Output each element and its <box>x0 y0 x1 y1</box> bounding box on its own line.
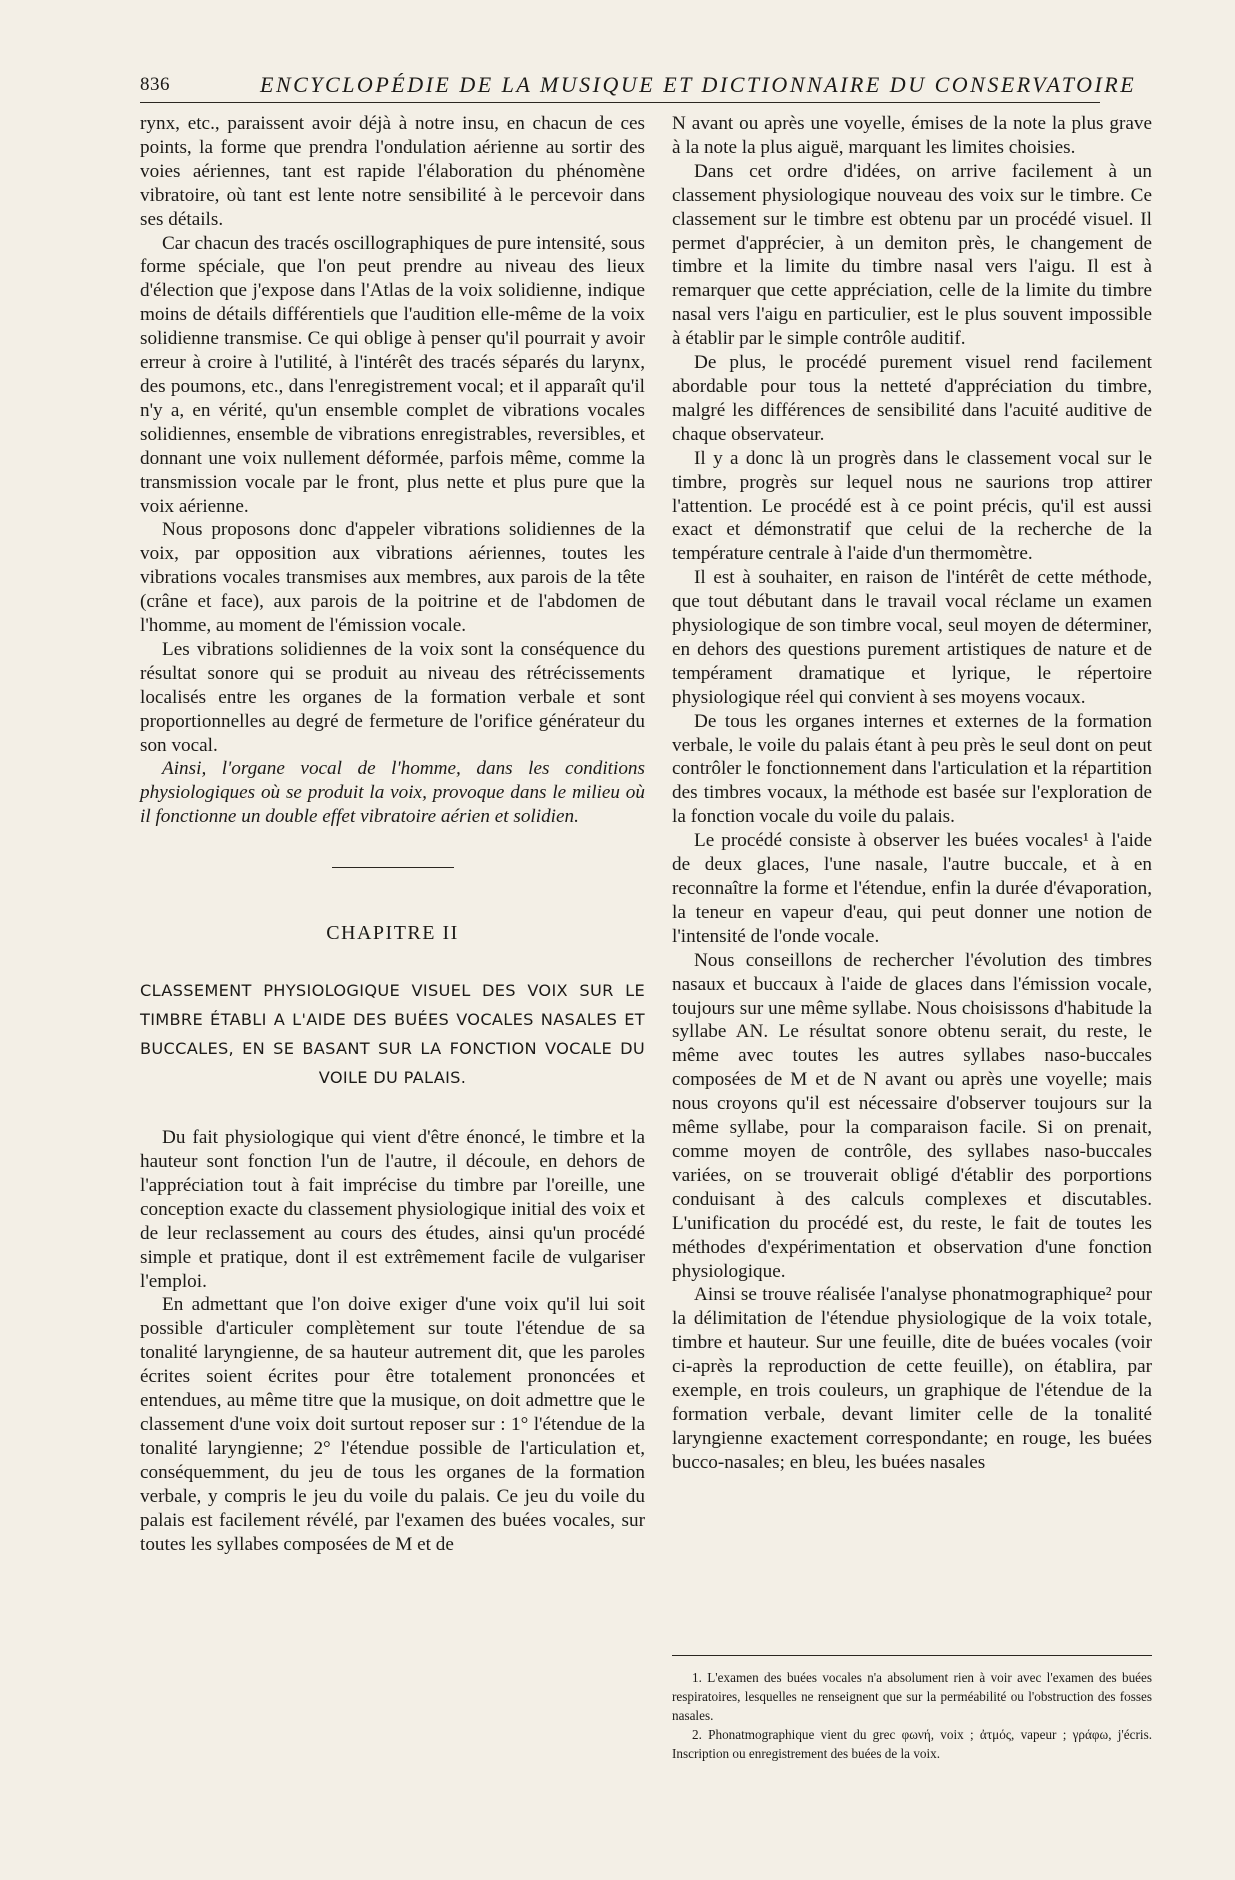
paragraph: Nous conseillons de rechercher l'évolution des timbres nasaux et buccaux à l'aide de glaces dans l'émission vocale, toujours sur une même syllabe. Nous choisissons d'habitude la syllabe AN. Le résultat sonore obtenu serait, du reste, le même avec toutes les autres syllabes naso-buccales composées de M et de N avant ou après une voyelle; mais nous croyons qu'il est nécessaire d'observer toujours sur la même syllabe, pour la comparaison facile. Si on prenait, comme moyen de contrôle, des syllabes naso-buccales variées, on se trouverait obligé d'établir des porportions conduisant à des calculs complexes et discutables. L'unification du procédé est, du reste, le fait de toutes les méthodes d'expérimentation et observation d'une fonction physiologique. <box>672 949 1152 1282</box>
paragraph: N avant ou après une voyelle, émises de la note la plus grave à la note la plus aiguë, marquant les limites choisies. <box>672 113 1152 158</box>
footnote: 2. Phonatmographique vient du grec φωνή, voix ; ἀτμός, vapeur ; γράφω, j'écris. Inscription ou enregistrement des buées de la voix. <box>672 1727 1152 1761</box>
paragraph: Car chacun des tracés oscillographiques de pure intensité, sous forme spéciale, que l'on peut prendre au niveau des lieux d'élection que j'expose dans l'Atlas de la voix solidienne, indique moins de détails différentiels que l'audition elle-même de la voix solidienne transmise. Ce qui oblige à penser qu'il pourrait y avoir erreur à croire à l'utilité, à l'intérêt des tracés séparés du larynx, des poumons, etc., dans l'enregistrement vocal; et il apparaît qu'il n'y a, en vérité, qu'un ensemble complet de vibrations vocales solidiennes, ensemble de vibrations enregistrables, reversibles, et donnant une voix nullement déformée, parfois même, comme la transmission vocale par le front, plus nette et plus pure que la voix aérienne. <box>140 232 645 517</box>
paragraph: Du fait physiologique qui vient d'être énoncé, le timbre et la hauteur sont fonction l'un de l'autre, il découle, en dehors de l'appréciation tout à fait imprécise du timbre par l'oreille, une conception exacte du classement physiologique initial des voix et de leur reclassement au cours des études, ainsi qu'un procédé simple et pratique, dont il est extrêmement facile de vulgariser l'emploi. <box>140 1127 645 1292</box>
paragraph: Les vibrations solidiennes de la voix sont la conséquence du résultat sonore qui se produit au niveau des rétrécissements localisés entre les organes de la formation verbale et sont proportionnelles au degré de fermeture de l'orifice générateur du son vocal. <box>140 638 645 756</box>
paragraph: Dans cet ordre d'idées, on arrive facilement à un classement physiologique nouveau des voix sur le timbre. Ce classement sur le timbre est obtenu par un procédé visuel. Il permet d'apprécier, à un demiton près, le changement de timbre et la limite du timbre nasal vers l'aigu. Il est à remarquer que cette appréciation, celle de la limite du timbre nasal vers l'aigu en particulier, est le plus souvent impossible à établir par le simple contrôle auditif. <box>672 160 1152 350</box>
paragraph: Il y a donc là un progrès dans le classement vocal sur le timbre, progrès sur lequel nous ne saurions trop attirer l'attention. Le procédé est à ce point précis, qu'il est aussi exact et démonstratif que celui de la recherche de la température centrale à l'aide d'un thermomètre. <box>672 447 1152 565</box>
paragraph: De tous les organes internes et externes de la formation verbale, le voile du palais étant à peu près le seul dont on peut contrôler le fonctionnement dans l'articulation et la répartition des timbres vocaux, la méthode est basée sur l'exploration de la fonction vocale du voile du palais. <box>672 710 1152 828</box>
chapter-title: CHAPITRE II <box>326 922 459 945</box>
footnote: 1. L'examen des buées vocales n'a absolument rien à voir avec l'examen des buées respiratoires, lesquelles ne renseignent que sur la perméabilité ou l'obstruction des fosses nasales. <box>672 1670 1152 1723</box>
paragraph: Le procédé consiste à observer les buées vocales¹ à l'aide de deux glaces, l'une nasale, l'autre buccale, et à en reconnaître la forme et l'étendue, enfin la durée d'évaporation, la teneur en vapeur d'eau, qui peut donner une notion de l'intensité de l'onde vocale. <box>672 830 1152 947</box>
footnotes <box>672 1655 1152 1763</box>
chapter-subtitle: CLASSEMENT PHYSIOLOGIQUE VISUEL DES VOIX SUR LE TIMBRE ÉTABLI A L'AIDE DES BUÉES VOCALES NASALES ET BUCCALES, EN SE BASANT SUR LA FONCTION VOCALE DU VOILE DU PALAIS. <box>140 981 645 1088</box>
paragraph: Il est à souhaiter, en raison de l'intérêt de cette méthode, que tout débutant dans le travail vocal réclame un examen physiologique de son timbre vocal, seul moyen de déterminer, en dehors des questions purement artistiques de nature et de tempérament dramatique et lyrique, le répertoire physiologique réel qui convient à ses moyens vocaux. <box>672 567 1152 708</box>
section-divider <box>332 867 454 868</box>
page-number: 836 <box>140 74 170 95</box>
left-column <box>140 112 645 1556</box>
paragraph: Ainsi se trouve réalisée l'analyse phonatmographique² pour la délimitation de l'étendue physiologique de la voix totale, timbre et hauteur. Sur une feuille, dite de buées vocales (voir ci-après la reproduction de cette feuille), on établira, par exemple, en trois couleurs, un graphique de l'étendue de la formation verbale, devant limiter celle de la tonalité laryngienne exactement correspondante; en rouge, les buées bucco-nasales; en bleu, les buées nasales <box>672 1284 1152 1473</box>
running-header <box>140 72 1137 103</box>
paragraph: Nous proposons donc d'appeler vibrations solidiennes de la voix, par opposition aux vibrations aériennes, toutes les vibrations vocales transmises aux membres, aux parois de la tête (crâne et face), aux parois de la poitrine et de l'abdomen de l'homme, au moment de l'émission vocale. <box>140 519 645 637</box>
paragraph: En admettant que l'on doive exiger d'une voix qu'il lui soit possible d'articuler complètement sur toute l'étendue de sa tonalité laryngienne, de sa hauteur autrement dit, que les paroles écrites soient écrites pour être totalement prononcées et entendues, au même titre que la musique, on doit admettre que le classement d'une voix doit surtout reposer sur : 1° l'étendue de la tonalité laryngienne; 2° l'étendue possible de l'articulation et, conséquemment, du jeu de tous les organes de la formation verbale, y compris le jeu du voile du palais. Ce jeu du voile du palais est facilement révélé, par l'examen des buées vocales, sur toutes les syllabes composées de M et de <box>140 1294 645 1555</box>
paragraph: Ainsi, l'organe vocal de l'homme, dans les conditions physiologiques où se produit la voix, provoque dans le milieu où il fonctionne un double effet vibratoire aérien et solidien. <box>140 758 645 828</box>
running-title: ENCYCLOPÉDIE DE LA MUSIQUE ET DICTIONNAIRE DU CONSERVATOIRE <box>260 72 1137 97</box>
paragraph: De plus, le procédé purement visuel rend facilement abordable pour tous la netteté d'appréciation du timbre, malgré les différences de sensibilité dans l'acuité auditive de chaque observateur. <box>672 352 1152 445</box>
right-column <box>672 112 1152 1475</box>
paragraph: rynx, etc., paraissent avoir déjà à notre insu, en chacun de ces points, la forme que prendra l'ondulation aérienne au sortir des voies aériennes, tant est rapide l'élaboration du phénomène vibratoire, où tant est lente notre sensibilité à le percevoir dans ses détails. <box>140 113 645 230</box>
